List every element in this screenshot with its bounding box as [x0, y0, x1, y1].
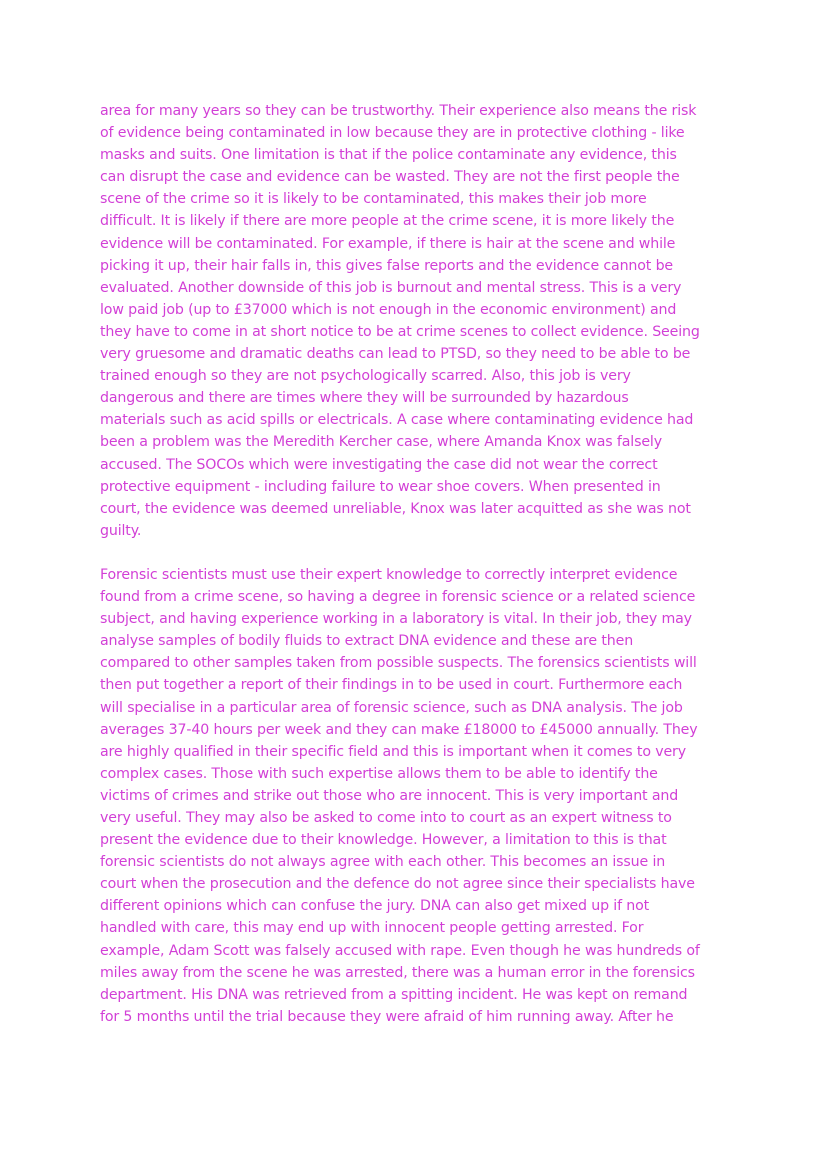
paragraph-gap: [100, 542, 730, 564]
text-line: averages 37-40 hours per week and they can make £18000 to £45000 annually. They: [100, 721, 698, 738]
text-line: been a problem was the Meredith Kercher case, where Amanda Knox was falsely: [100, 434, 662, 451]
text-line: forensic scientists do not always agree with each other. This becomes an issue in: [100, 854, 666, 871]
text-line: handled with care, this may end up with innocent people getting arrested. For: [100, 920, 644, 937]
paragraph-forensic-scientists: [100, 564, 730, 1028]
text-line: accused. The SOCOs which were investigating the case did not wear the correct: [100, 456, 658, 473]
text-line: area for many years so they can be trustworthy. Their experience also means the risk: [100, 103, 697, 119]
text-line: evaluated. Another downside of this job is burnout and mental stress. This is a very: [100, 279, 682, 296]
text-line: court, the evidence was deemed unreliable, Knox was later acquitted as she was not: [100, 500, 691, 517]
text-line: present the evidence due to their knowledge. However, a limitation to this is that: [100, 832, 667, 849]
text-line: of evidence being contaminated in low because they are in protective clothing - like: [100, 125, 685, 142]
text-line: picking it up, their hair falls in, this gives false reports and the evidence cannot be: [100, 257, 674, 274]
text-line: can disrupt the case and evidence can be wasted. They are not the first people the: [100, 169, 680, 186]
text-line: dangerous and there are times where they will be surrounded by hazardous: [100, 390, 629, 407]
text-line: they have to come in at short notice to be at crime scenes to collect evidence. Seeing: [100, 323, 700, 340]
text-line: example, Adam Scott was falsely accused with rape. Even though he was hundreds of: [100, 942, 700, 959]
text-line: Forensic scientists must use their expert knowledge to correctly interpret evidence: [100, 566, 678, 583]
text-line: are highly qualified in their specific field and this is important when it comes to very: [100, 743, 686, 760]
text-line: evidence will be contaminated. For example, if there is hair at the scene and while: [100, 235, 676, 252]
text-line: protective equipment - including failure to wear shoe covers. When presented in: [100, 478, 661, 495]
text-line: found from a crime scene, so having a degree in forensic science or a related science: [100, 589, 696, 606]
text-line: for 5 months until the trial because they were afraid of him running away. After he: [100, 1008, 674, 1025]
text-line: very useful. They may also be asked to come into to court as an expert witness to: [100, 810, 672, 826]
text-line: low paid job (up to £37000 which is not enough in the economic environment) and: [100, 301, 677, 318]
text-line: difficult. It is likely if there are more people at the crime scene, it is more likely the: [100, 213, 675, 230]
text-line: scene of the crime so it is likely to be contaminated, this makes their job more: [100, 191, 647, 208]
document-page: [100, 100, 730, 1028]
text-line: guilty.: [100, 522, 142, 539]
text-line: complex cases. Those with such expertise allows them to be able to identify the: [100, 765, 658, 782]
text-line: trained enough so they are not psychologically scarred. Also, this job is very: [100, 368, 631, 385]
text-line: different opinions which can confuse the jury. DNA can also get mixed up if not: [100, 898, 650, 915]
paragraph-soco-limitations: [100, 100, 730, 542]
text-line: court when the prosecution and the defence do not agree since their specialists have: [100, 876, 695, 893]
text-line: very gruesome and dramatic deaths can lead to PTSD, so they need to be able to be: [100, 346, 691, 363]
text-line: subject, and having experience working in a laboratory is vital. In their job, they may: [100, 611, 692, 628]
text-line: will specialise in a particular area of forensic science, such as DNA analysis. The job: [100, 699, 683, 716]
text-line: miles away from the scene he was arrested, there was a human error in the forensics: [100, 964, 695, 981]
text-line: masks and suits. One limitation is that if the police contaminate any evidence, this: [100, 147, 677, 164]
text-line: victims of crimes and strike out those who are innocent. This is very important and: [100, 787, 679, 804]
text-line: compared to other samples taken from possible suspects. The forensics scientists will: [100, 655, 697, 672]
text-line: then put together a report of their findings in to be used in court. Furthermore each: [100, 677, 683, 694]
text-line: analyse samples of bodily fluids to extract DNA evidence and these are then: [100, 633, 634, 650]
text-line: department. His DNA was retrieved from a spitting incident. He was kept on remand: [100, 986, 688, 1003]
text-line: materials such as acid spills or electricals. A case where contaminating evidence had: [100, 412, 694, 429]
